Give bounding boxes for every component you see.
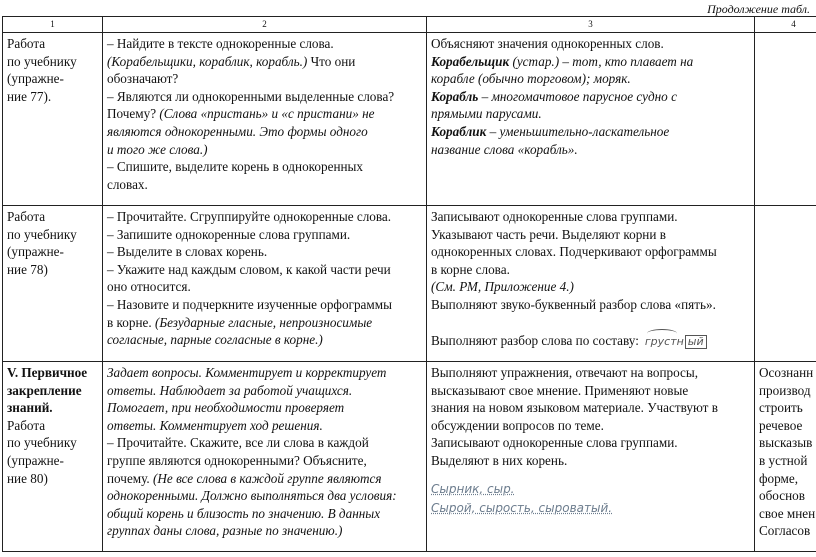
student-line: однокоренных словах. Подчеркивают орфограммы	[431, 244, 717, 260]
table-caption: Продолжение табл.	[707, 2, 810, 16]
student-activity-cell	[427, 362, 755, 552]
stage-line: по учебнику	[7, 53, 77, 69]
teacher-line: ответы. Наблюдает за работой учащихся.	[107, 382, 353, 398]
column-number: 4	[755, 17, 816, 33]
teacher-line: обозначают?	[107, 71, 179, 87]
table-row-77	[3, 33, 816, 206]
student-line: Записывают однокоренные слова группами.	[431, 435, 678, 451]
morph-root: грустн	[644, 334, 684, 348]
stage-line: знаний.	[7, 400, 53, 416]
teacher-line: – Укажите над каждым словом, к какой части речи	[107, 261, 391, 277]
morph-analysis-line: Выполняют разбор слова по составу: грустн ый	[431, 332, 750, 351]
teacher-line: Задает вопросы. Комментирует и корректирует	[107, 365, 387, 380]
student-line: Указывают часть речи. Выделяют корни в	[431, 226, 666, 242]
student-line: знания на новом языковом материале. Участвуют в	[431, 400, 718, 416]
table-row-78	[3, 206, 816, 362]
student-activity-cell	[427, 33, 755, 206]
student-line: Корабельщик (устар.) – тот, кто плавает на	[431, 53, 694, 69]
stage-line: Работа	[7, 36, 46, 51]
teacher-line: оно относится.	[107, 279, 191, 295]
student-line: Записывают однокоренные слова группами.	[431, 209, 678, 224]
stage-line: Работа	[7, 209, 46, 224]
skills-line: форме,	[759, 470, 799, 486]
teacher-line: общий корень и близость по значению. В данных	[107, 505, 381, 521]
teacher-activity-cell	[103, 33, 427, 206]
stage-line: (упражне-	[7, 452, 64, 468]
student-line: Выполняют упражнения, отвечают на вопросы,	[431, 365, 699, 380]
handwritten-line: Сырой, сырость, сыроватый.	[431, 500, 613, 515]
root-arc-mark	[647, 329, 677, 338]
student-line: обсуждении вопросов по теме.	[431, 417, 604, 433]
column-number: 1	[3, 17, 103, 33]
teacher-line: – Прочитайте. Скажите, все ли слова в каждой	[107, 435, 369, 451]
student-line: высказывают свое мнение. Применяют новые	[431, 382, 689, 398]
skills-cell	[755, 33, 816, 206]
stage-line: Работа	[7, 417, 46, 433]
skills-cell	[755, 362, 816, 552]
teacher-line: однокоренными. Должно выполняться два условия:	[107, 488, 397, 504]
teacher-line: – Выделите в словах корень.	[107, 244, 268, 260]
teacher-line: Помогает, при необходимости проверяет	[107, 400, 345, 416]
teacher-line: (Корабельщики, кораблик, корабль.) Что они	[107, 53, 356, 69]
morph-analysis-word	[645, 333, 707, 351]
teacher-line: группе являются однокоренными? Объясните,	[107, 452, 367, 468]
skills-line: свое мнен	[759, 505, 816, 521]
stage-cell	[3, 362, 103, 552]
table-row-80	[3, 362, 816, 552]
skills-line: обоснов	[759, 488, 805, 504]
handwritten-line: Сырник, сыр.	[431, 481, 515, 496]
student-activity-cell	[427, 206, 755, 362]
teacher-line: – Спишите, выделите корень в однокоренных	[107, 159, 364, 175]
student-line: название слова «корабль».	[431, 141, 578, 157]
teacher-line: и того же слова.)	[107, 141, 208, 157]
teacher-line: группах даны слова, разные по значению.)	[107, 523, 343, 539]
teacher-activity-cell	[103, 206, 427, 362]
teacher-line: – Являются ли однокоренными выделенные слова?	[107, 88, 395, 104]
teacher-line: почему. (Не все слова в каждой группе являются	[107, 470, 382, 486]
teacher-line: ответы. Комментирует ход решения.	[107, 417, 323, 433]
student-line: Корабль – многомачтовое парусное судно с	[431, 88, 677, 104]
student-line: в корне слова.	[431, 261, 510, 277]
teacher-line: – Запишите однокоренные слова группами.	[107, 226, 351, 242]
stage-cell	[3, 33, 103, 206]
lesson-table	[2, 16, 816, 552]
stage-cell	[3, 206, 103, 362]
skills-line: в устной	[759, 452, 808, 468]
teacher-line: словах.	[107, 176, 148, 192]
teacher-activity-cell	[103, 362, 427, 552]
skills-cell	[755, 206, 816, 362]
stage-line: V. Первичное	[7, 365, 88, 380]
skills-line: Согласов	[759, 523, 811, 539]
student-line: Объясняют значения однокоренных слов.	[431, 36, 664, 51]
student-line: Выделяют в них корень.	[431, 452, 568, 468]
morph-ending: ый	[685, 335, 707, 349]
student-line: прямыми парусами.	[431, 106, 542, 122]
skills-line: производ	[759, 382, 811, 398]
column-number: 2	[103, 17, 427, 33]
stage-line: (упражне-	[7, 71, 64, 87]
teacher-line: согласные, парные согласные в корне.)	[107, 332, 323, 348]
skills-line: Осознанн	[759, 365, 814, 380]
handwritten-example	[431, 480, 750, 518]
student-line: Выполняют звуко-буквенный разбор слова «пять».	[431, 296, 716, 312]
teacher-line: – Прочитайте. Сгруппируйте однокоренные слова.	[107, 209, 392, 224]
teacher-line: в корне. (Безударные гласные, непроизносимые	[107, 314, 373, 330]
stage-line: (упражне-	[7, 244, 64, 260]
teacher-line: – Найдите в тексте однокоренные слова.	[107, 36, 334, 51]
teacher-line: – Назовите и подчеркните изученные орфограммы	[107, 296, 392, 312]
skills-line: строить	[759, 400, 803, 416]
student-line: корабле (обычно торговом); моряк.	[431, 71, 631, 87]
stage-line: ние 78)	[7, 261, 48, 277]
teacher-line: являются однокоренными. Это формы одного	[107, 123, 368, 139]
skills-line: речевое	[759, 417, 803, 433]
student-line: Кораблик – уменьшительно-ласкательное	[431, 123, 670, 139]
stage-line: по учебнику	[7, 226, 77, 242]
stage-line: ние 80)	[7, 470, 48, 486]
column-number: 3	[427, 17, 755, 33]
stage-line: по учебнику	[7, 435, 77, 451]
stage-line: закрепление	[7, 382, 82, 398]
student-line: (См. РМ, Приложение 4.)	[431, 279, 574, 295]
teacher-line: Почему? (Слова «пристань» и «с пристани» не	[107, 106, 375, 122]
skills-line: высказыв	[759, 435, 813, 451]
column-number-row	[3, 17, 816, 33]
stage-line: ние 77).	[7, 88, 52, 104]
